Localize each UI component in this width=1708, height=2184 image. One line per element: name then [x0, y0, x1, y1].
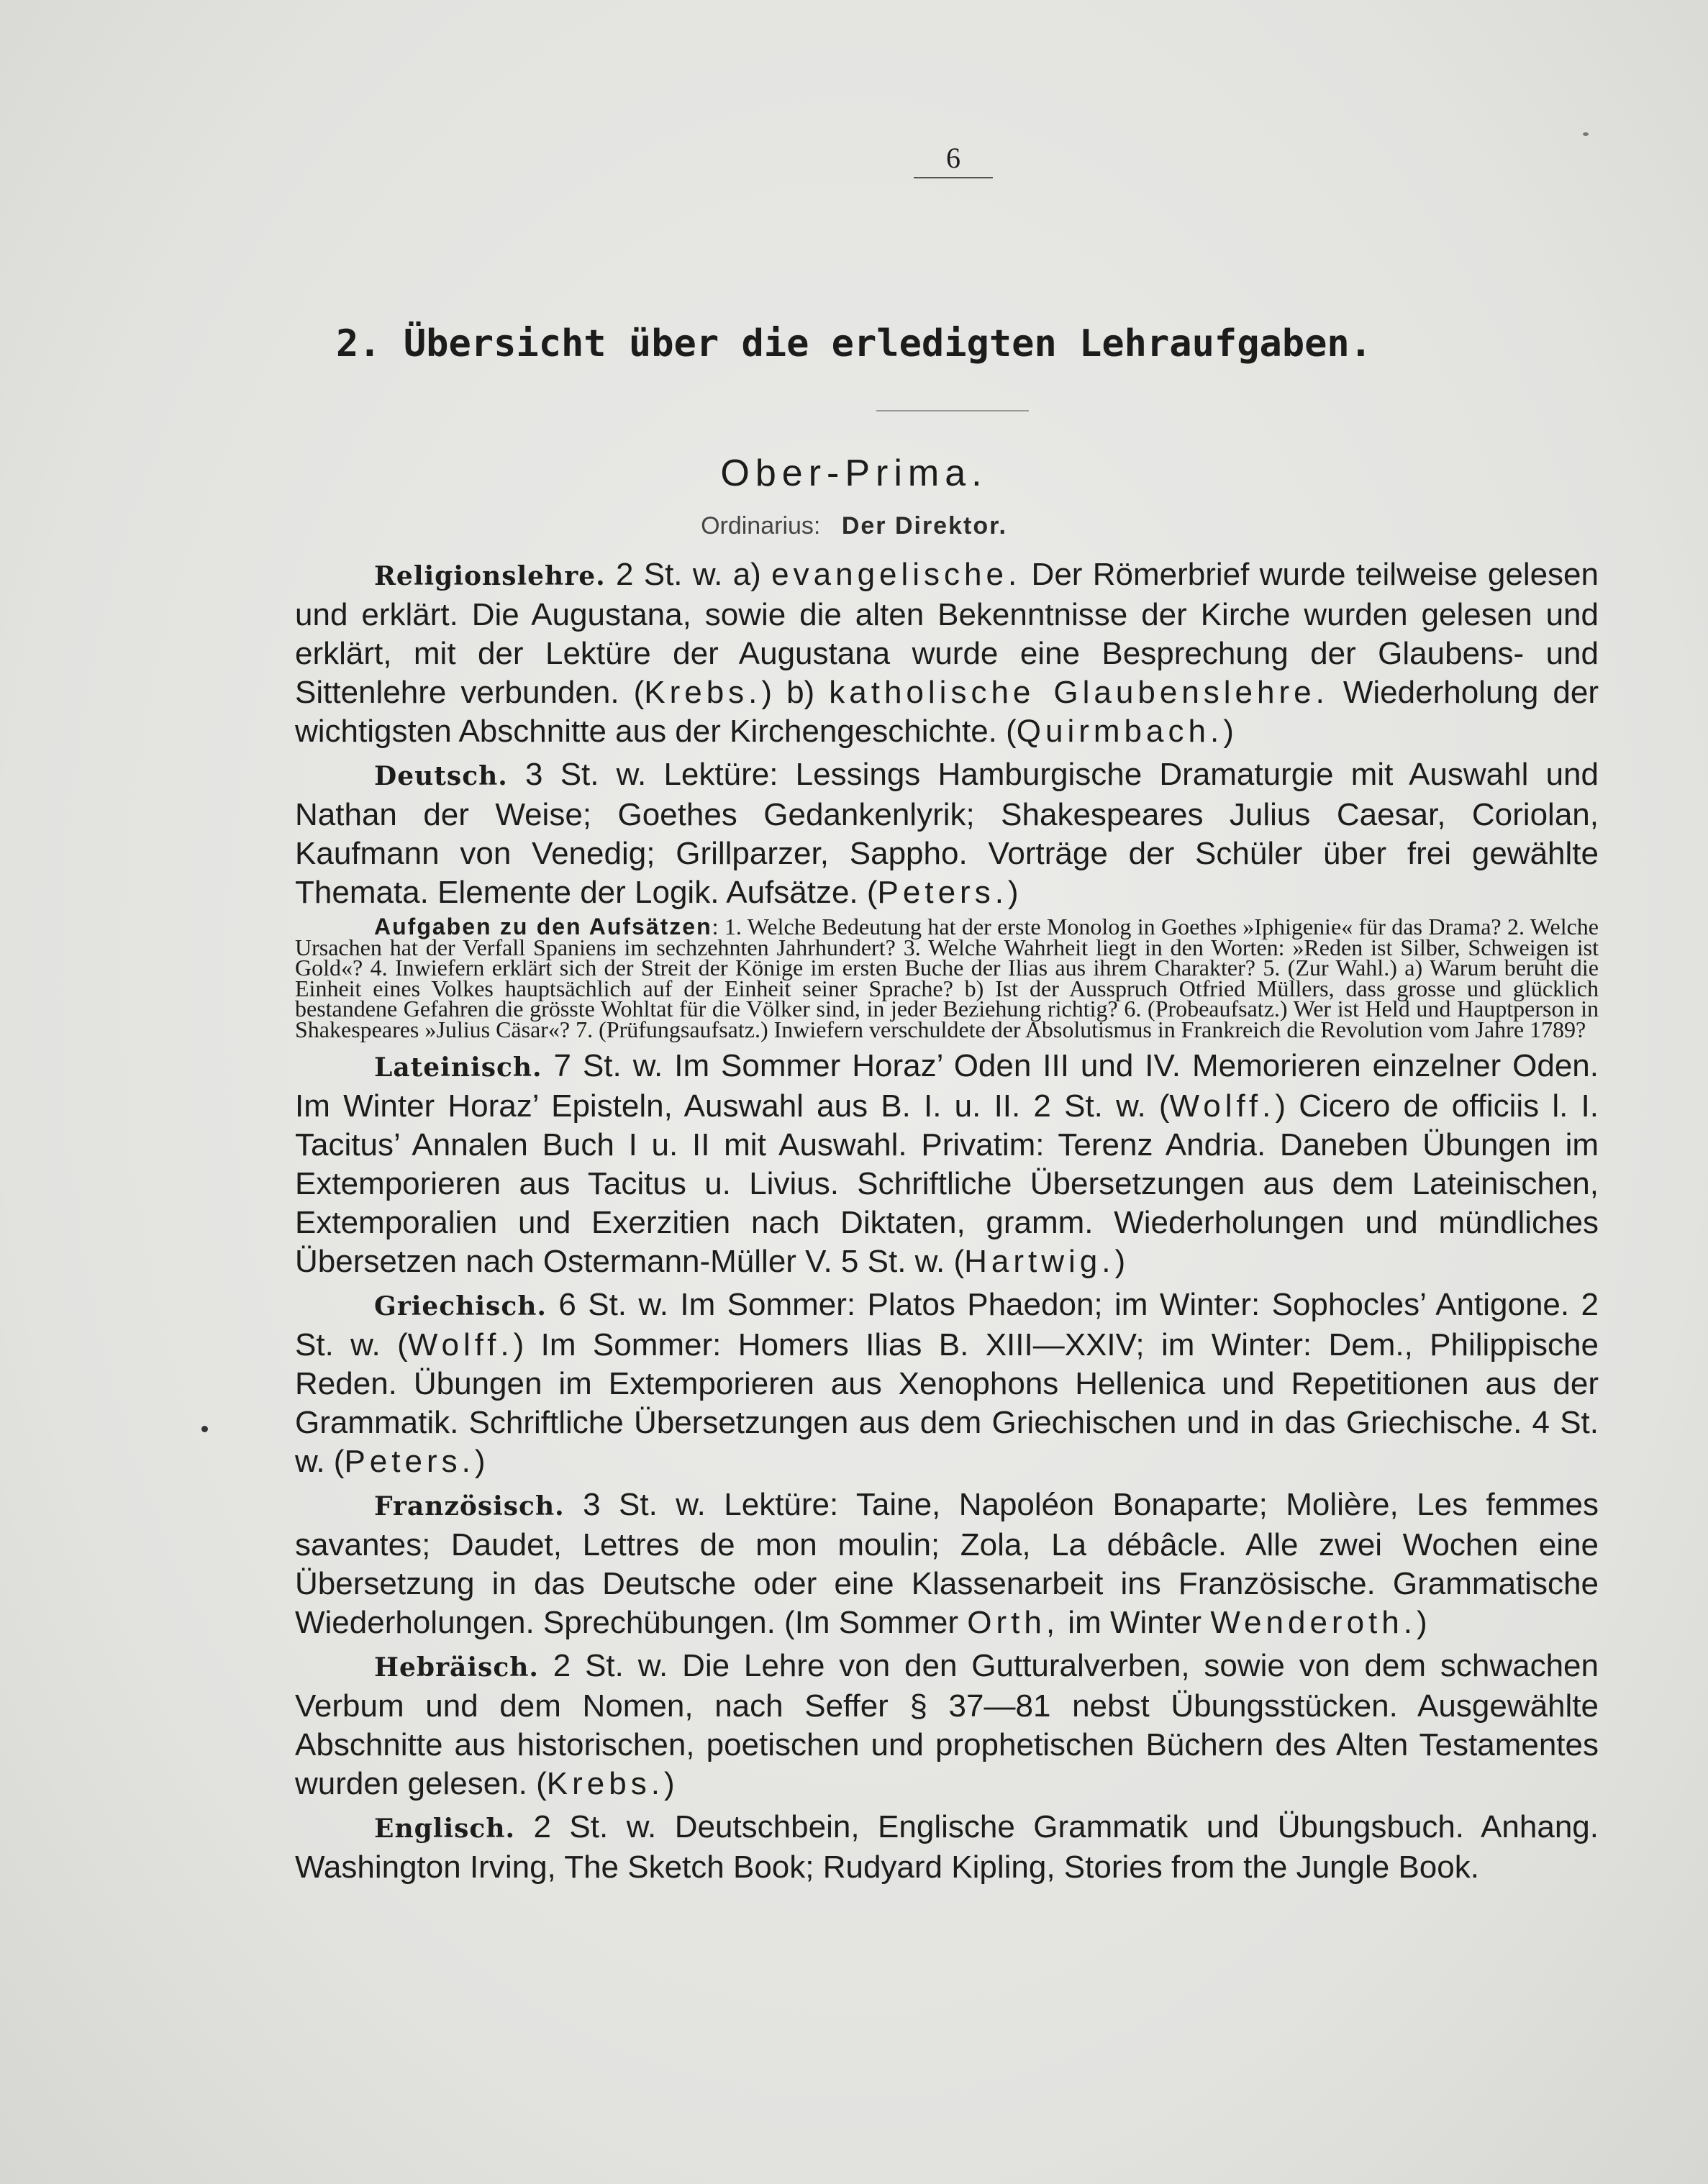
margin-speck — [201, 1426, 208, 1432]
margin-speck — [1583, 132, 1589, 136]
text: ) — [663, 1766, 675, 1801]
text: 7 St. w. Im Sommer Horaz’ Oden III und IV. Memorieren einzelner Oden. Im Winter Horaz’ Episteln, Auswahl aus B. I. u. II. 2 St. w. ( — [295, 1048, 1599, 1124]
ordinarius-value: Der Direktor. — [841, 512, 1007, 540]
paragraph-griechisch — [295, 1286, 1599, 1481]
emphasis: evangelische. — [771, 557, 1022, 592]
page-number-rule — [914, 177, 993, 178]
paragraph-religion — [295, 555, 1599, 751]
page-number: 6 — [946, 142, 960, 174]
ordinarius-label: Ordinarius: — [701, 512, 821, 540]
text: 2 St. w. Die Lehre von den Gutturalverben, sowie von dem schwachen Verbum und dem Nomen, nach Seffer § 37—81 nebst Übungsstücken. Ausgewählte Abschnitte aus historischen, poetischen und prophetischen Büchern des Alten Testamentes wurden gelesen. ( — [295, 1648, 1599, 1801]
lesson-overview — [295, 555, 1599, 1891]
essay-topics-heading: Aufgaben zu den Aufsätzen — [374, 914, 712, 939]
text: 6 St. w. Im Sommer: Platos Phaedon; im Winter: Sophocles’ Antigone. 2 St. w. ( — [295, 1287, 1599, 1362]
teacher-name: Orth, — [967, 1605, 1060, 1640]
paragraph-deutsch — [295, 755, 1599, 912]
emphasis: katholische Glaubenslehre. — [829, 675, 1329, 710]
text: ) — [1223, 714, 1234, 749]
teacher-name: Peters. — [877, 875, 1008, 910]
paragraph-hebraeisch — [295, 1647, 1599, 1803]
text: ) — [1416, 1605, 1427, 1640]
subject-heading-deutsch: Deutsch. — [374, 761, 508, 791]
teacher-name: Wenderoth. — [1210, 1605, 1417, 1640]
subject-heading-hebraeisch: Hebräisch. — [374, 1652, 539, 1683]
class-title: Ober-Prima. — [720, 452, 988, 494]
text: ) Cicero de officiis l. I. Tacitus’ Annalen Buch I u. II mit Auswahl. Privatim: Terenz Andria. Daneben Übungen im Extemporieren aus Tacitus u. Livius. Schriftliche Übersetzungen aus dem Lateinischen, Extemporalien und Exerzitien nach Diktaten, gramm. Wiederholungen und mündliches Übersetzen nach Ostermann-Müller V. 5 St. w. ( — [295, 1088, 1599, 1279]
text: Der Römerbrief wurde teilweise gelesen und erklärt. Die Augustana, sowie die alten Bekenntnisse der Kirche wurden gelesen und erklärt, mit der Lektüre der Augustana wurde eine Besprechung der Glaubens- und Sittenlehre verbunden. ( — [295, 557, 1599, 710]
essay-topics-text: : 1. Welche Bedeutung hat der erste Monolog in Goethes »Iphigenie« für das Drama? 2. Welche Ursachen hat der Verfall Spaniens im sechzehnten Jahrhundert? 3. Welche Wahrheit liegt in den Worten: »Reden ist Silber, Schweigen ist Gold«? 4. Inwiefern erklärt sich der Streit der Könige im ersten Buche der Ilias aus ihrem Charakter? 5. (Zur Wahl.) a) Warum beruht die Einheit eines Volkes hauptsächlich auf der Einheit seiner Sprache? b) Ist der Ausspruch Otfried Müllers, dass grosse und glücklich bestandene Gefahren die grösste Wohltat für die Völker sind, in jeder Beziehung richtig? 6. (Probeaufsatz.) Wer ist Held und Hauptperson in Shakespeares »Julius Cäsar«? 7. (Prüfungsaufsatz.) Inwiefern verschuldete der Absolutismus in Frankreich die Revolution vom Jahre 1789? — [295, 914, 1599, 1042]
teacher-name: Peters. — [344, 1444, 475, 1479]
text: ) — [474, 1444, 486, 1479]
paragraph-franzoesisch — [295, 1485, 1599, 1642]
ordinarius-line — [0, 512, 1708, 540]
title-divider — [876, 410, 1029, 411]
subject-heading-franzoesisch: Französisch. — [374, 1491, 565, 1521]
teacher-name: Quirmbach. — [1016, 714, 1224, 749]
text: ) b) — [761, 675, 830, 710]
teacher-name: Wolff. — [407, 1327, 514, 1362]
text: 2 St. w. Deutschbein, Englische Grammatik und Übungsbuch. Anhang. Washington Irving, The Sketch Book; Rudyard Kipling, Stories from the Jungle Book. — [295, 1809, 1599, 1885]
text: 3 St. w. Lektüre: Taine, Napoléon Bonaparte; Molière, Les femmes savantes; Daudet, Lettres de mon moulin; Zola, La débâcle. Alle zwei Wochen eine Übersetzung in das Deutsche oder eine Klassenarbeit ins Französische. Grammatische Wiederholungen. Sprechübungen. (Im Sommer — [295, 1487, 1599, 1640]
text: ) Im Sommer: Homers Ilias B. XIII—XXIV; im Winter: Dem., Philippische Reden. Übungen im Extemporieren aus Xenophons Hellenica und Repetitionen aus der Grammatik. Schriftliche Übersetzungen aus dem Griechischen und in das Griechische. 4 St. w. ( — [295, 1327, 1599, 1479]
subject-heading-griechisch: Griechisch. — [374, 1291, 547, 1321]
paragraph-englisch — [295, 1808, 1599, 1887]
subject-heading-englisch: Englisch. — [374, 1814, 516, 1844]
text: ) — [1114, 1244, 1126, 1279]
subject-heading-religion: Religionslehre. — [374, 561, 606, 591]
text: 3 St. w. Lektüre: Lessings Hamburgische Dramaturgie mit Auswahl und Nathan der Weise; Goethes Gedankenlyrik; Shakespeares Julius Caesar, Coriolan, Kaufmann von Venedig; Grillparzer, Sappho. Vorträge der Schüler über frei gewählte Themata. Elemente der Logik. Aufsätze. ( — [295, 757, 1599, 910]
section-title: 2. Übersicht über die erledigten Lehraufgaben. — [335, 322, 1373, 365]
text: im Winter — [1059, 1605, 1211, 1640]
text: 2 St. w. a) — [605, 557, 772, 592]
text: ) — [1007, 875, 1019, 910]
text: Wiederholung der wichtigsten Abschnitte aus der Kirchengeschichte. ( — [295, 675, 1599, 749]
teacher-name: Hartwig. — [964, 1244, 1115, 1279]
teacher-name: Krebs. — [644, 675, 762, 710]
teacher-name: Wolff. — [1169, 1088, 1276, 1124]
teacher-name: Krebs. — [546, 1766, 664, 1801]
paragraph-latein — [295, 1047, 1599, 1281]
subject-heading-latein: Lateinisch. — [374, 1052, 542, 1083]
essay-topics — [295, 914, 1599, 1042]
